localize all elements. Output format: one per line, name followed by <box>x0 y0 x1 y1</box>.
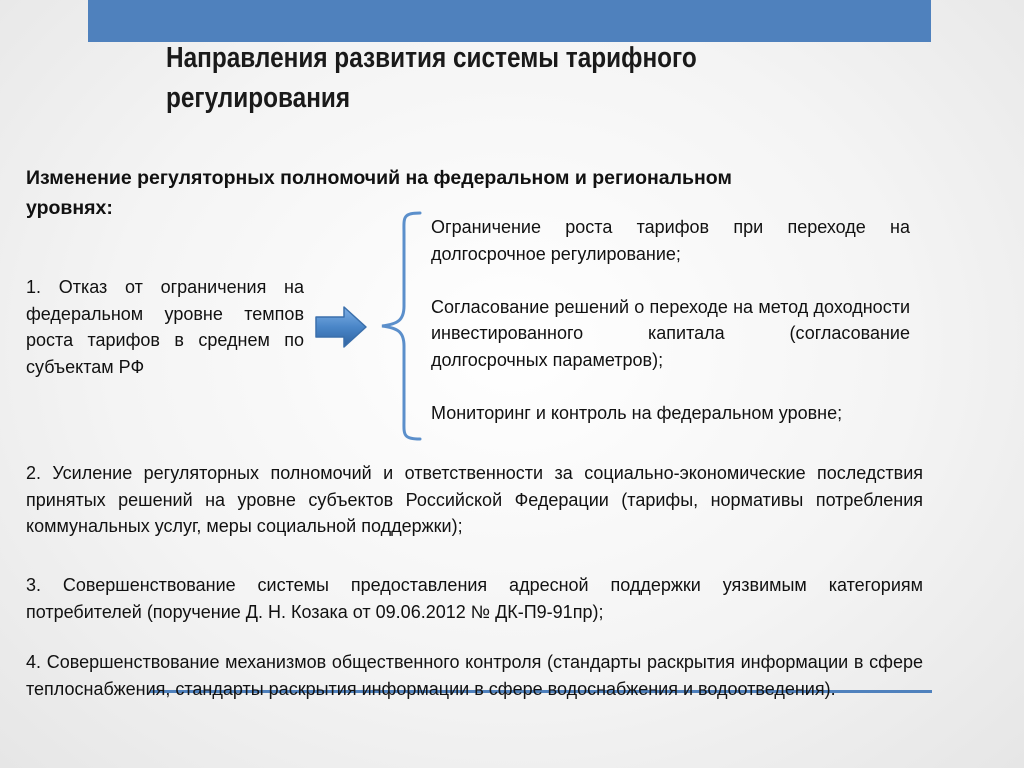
arrow-right-icon <box>313 304 369 350</box>
list-item-3: 3. Совершенствование системы предоставления адресной поддержки уязвимым категориям потребителей (поручение Д. Н. Козака от 09.06.2012 № ДК-П9-91пр); <box>26 575 923 622</box>
header-accent-bar <box>88 0 931 42</box>
list-item-2: 2. Усиление регуляторных полномочий и ответственности за социально-экономические последствия принятых решений на уровне субъектов Российской Федерации (тарифы, нормативы потребления коммунальных услуг, меры социальной поддержки); <box>26 463 923 536</box>
list-item-4: 4. Совершенствование механизмов общественного контроля (стандарты раскрытия информации в сфере теплоснабжения, стандарты раскрытия информации в сфере водоснабжения и водоотведения). <box>26 652 923 699</box>
slide-title-line-2: регулирования <box>166 82 351 114</box>
federal-measure-2: Согласование решений о переходе на метод доходности инвестированного капитала (согласование долгосрочных параметров); <box>431 296 910 370</box>
federal-measures-list <box>431 214 910 426</box>
list-item-1: 1. Отказ от ограничения на федеральном уровне темпов роста тарифов в среднем по субъектам РФ <box>26 277 304 377</box>
slide-title-line-1: Направления развития системы тарифного <box>166 42 697 74</box>
section-subtitle: Изменение регуляторных полномочий на федеральном и региональном уровнях: <box>26 167 732 219</box>
slide-title <box>166 38 771 118</box>
federal-measure-1: Ограничение роста тарифов при переходе на долгосрочное регулирование; <box>431 217 910 264</box>
curly-brace-icon <box>378 210 422 442</box>
federal-measure-3: Мониторинг и контроль на федеральном уровне; <box>431 402 843 423</box>
